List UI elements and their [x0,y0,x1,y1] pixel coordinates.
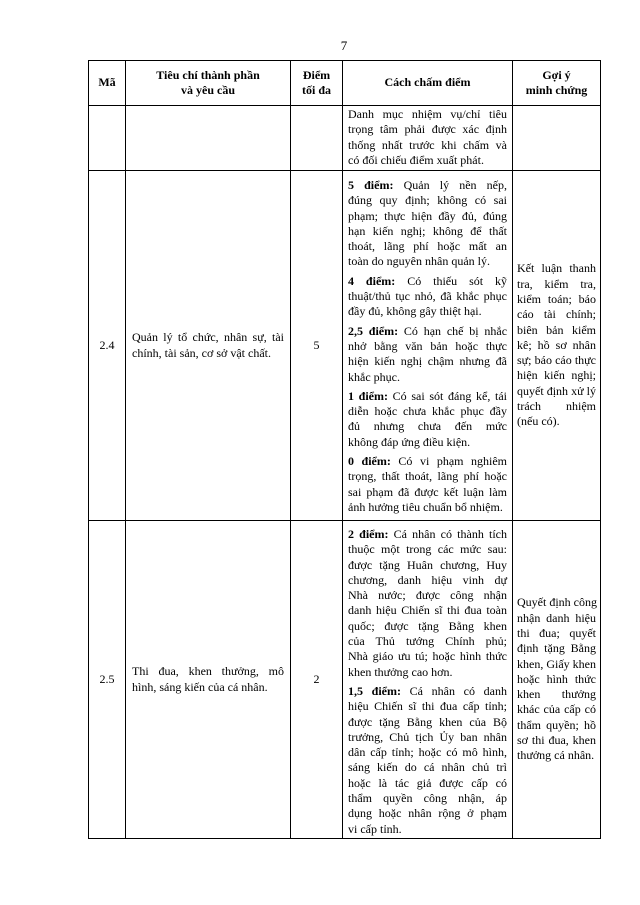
scoring-text: Danh mục nhiệm vụ/chỉ tiêu [348,107,507,121]
scoring-line [348,791,507,806]
scoring-text: trọng, thất thoát, lãng phí hoặc [348,469,507,484]
scoring-line [348,619,507,634]
scoring-line [348,370,507,385]
criteria-line: Thi đua, khen thưởng, mô [132,664,284,679]
scoring-line [348,822,507,837]
scoring-text: Nhà giáo ưu tú; hoặc hình thức [348,649,507,664]
cell-max-score [291,106,343,171]
scoring-text: đúng quy định; không có sai [348,193,507,208]
scoring-text: đầy đủ, không gây thiệt hại. [348,304,482,319]
header-scoring [343,61,513,106]
scoring-text: sai phạm đã được kết luận làm [348,484,507,499]
cell-criteria [126,171,291,521]
scoring-text: được tặng Huân chương, Huy [348,557,507,572]
scoring-line [348,122,507,137]
scoring-line [348,209,507,224]
scoring-text: quốc; được tặng Bằng khen [348,618,507,633]
header-text: Mã [98,75,116,90]
evidence-line: khen thưởng [517,687,596,702]
cell-scoring [343,171,513,521]
scoring-line [348,419,507,434]
evidence-line: quyết định xử lý [517,383,596,398]
score-level-label: 0 điểm: [348,454,391,469]
scoring-text: diễn hoặc chưa khắc phục đầy [348,404,507,419]
scoring-text: đủ nhưng chưa đến mức [348,419,507,434]
scoring-line [348,239,507,254]
header-text: Cách chấm điểm [384,75,471,90]
scoring-text: thống nhất trước khi chấm và [348,137,507,152]
scoring-text: vi cấp tỉnh. [348,821,402,836]
scoring-line [348,153,507,168]
scoring-text: chương, danh hiệu vinh dự [348,572,507,587]
scoring-line [348,469,507,484]
scoring-line [348,665,507,680]
score-level-item [348,107,507,168]
cell-code: 2.4 [89,171,126,521]
scoring-text: trưởng, Chủ tịch Ủy ban nhân [348,729,507,744]
scoring-text: Có sai sót đáng kể, tái [392,388,508,403]
scoring-text: Có vi phạm nghiêm [398,454,508,469]
scoring-line [348,760,507,775]
scoring-line [348,745,507,760]
evidence-line: định tặng Bằng [517,641,596,656]
table-row [89,171,601,521]
scoring-text: hạn kiến nghị; không để thất [348,223,507,238]
scoring-text: trọng tâm phải được xác định [348,122,507,137]
cell-evidence [513,171,601,521]
evidence-line: cáo tài chính; [517,307,596,322]
evidence-line: biên bản kiểm [517,322,596,337]
header-text: Gợi ý [542,67,571,82]
scoring-line [348,107,507,122]
scoring-line [348,274,507,289]
score-level-item [348,178,507,270]
evidence-line: kiểm toán; báo [517,291,596,306]
scoring-line [348,603,507,618]
cell-code [89,106,126,171]
score-level-item [348,454,507,515]
evidence-line: khen, Giấy khen [517,656,596,671]
evidence-line: trách nhiệm [517,399,596,414]
evidence-line: (nếu có). [517,414,560,429]
scoring-text: khen thưởng cao hơn. [348,664,453,679]
evidence-line: nhận danh hiệu [517,610,596,625]
header-text: Điểm [302,67,331,82]
scoring-line [348,634,507,649]
scoring-line [348,354,507,369]
scoring-text: của Thủ tướng Chính phủ; [348,634,507,649]
scoring-line [348,178,507,193]
scoring-line [348,224,507,239]
scoring-text: hoặc là tác giả được cấp có [348,775,507,790]
scoring-line [348,684,507,699]
scoring-line [348,715,507,730]
score-level-item [348,324,507,385]
scoring-line [348,254,507,269]
score-level-item [348,274,507,320]
criteria-line: chính, tài sản, cơ sở vật chất. [132,345,271,360]
cell-scoring [343,521,513,839]
scoring-line [348,542,507,557]
scoring-line [348,289,507,304]
header-code [89,61,126,106]
evidence-line: khác của cấp có [517,702,596,717]
cell-scoring [343,106,513,171]
score-level-item [348,389,507,450]
scoring-text: dụng hoặc nhân rộng ở phạm [348,806,507,821]
scoring-line [348,699,507,714]
cell-code: 2.5 [89,521,126,839]
scoring-text: danh hiệu Chiến sĩ thi đua toàn [348,603,507,618]
page-number: 7 [340,38,348,53]
scoring-line [348,138,507,153]
score-level-label: 1 điểm: [348,388,388,403]
evidence-line: sơ thi đua, khen [517,733,596,748]
scoring-text: dân cấp tỉnh; hoặc có mô hình, [348,745,507,760]
scoring-line [348,649,507,664]
scoring-line [348,573,507,588]
scoring-line [348,558,507,573]
scoring-text: Cá nhân có thành tích [393,527,507,541]
evidence-line: hoặc hình thức [517,671,596,686]
scoring-line [348,454,507,469]
header-criteria [126,61,291,106]
scoring-text: Có hạn chế bị nhắc [403,323,508,338]
evidence-line: Kết luận thanh [517,261,596,276]
scoring-line [348,776,507,791]
scoring-text: thuật/thủ tục nhỏ, đã khắc phục [348,289,507,304]
score-level-item [348,527,507,680]
header-evidence [513,61,601,106]
scoring-line [348,404,507,419]
evidence-line: sự; báo cáo thực [517,353,596,368]
cell-evidence [513,521,601,839]
scoring-text: hiện kiến nghị chậm nhưng đã [348,354,507,369]
scoring-text: sáng kiến do cá nhân chủ trì [348,760,507,775]
evidence-line: kê; hồ sơ nhân [517,337,596,352]
score-level-label: 4 điểm: [348,273,396,288]
score-level-label: 1,5 điểm: [348,683,401,698]
scoring-text: thuộc một trong các mức sau: [348,542,507,557]
evidence-line: thi đua; quyết [517,625,596,640]
criteria-line: hình, sáng kiến của cá nhân. [132,679,268,694]
scoring-line [348,435,507,450]
scoring-line [348,527,507,542]
scoring-text: Nhà nước; được công nhận [348,588,507,603]
header-text: và yêu cầu [181,83,235,97]
header-text: tối đa [301,83,331,97]
table-row [89,521,601,839]
scoring-text: hiệu Chiến sĩ thi đua cấp tỉnh; [348,699,507,714]
score-level-label: 2 điểm: [348,527,389,541]
scoring-line [348,324,507,339]
scoring-line [348,193,507,208]
score-level-label: 2,5 điểm: [348,323,399,338]
scoring-line [348,806,507,821]
scoring-text: khắc phục. [348,369,400,384]
scoring-line [348,304,507,319]
scoring-text: Quản lý nền nếp, [403,178,508,192]
scoring-text: không đáp ứng điều kiện. [348,434,471,449]
scoring-text: phạm; thực hiện đầy đủ, đúng [348,208,507,223]
scoring-text: Cá nhân có danh [409,683,507,698]
score-level-item [348,684,507,837]
cell-max-score: 2 [291,521,343,839]
header-max-score [291,61,343,106]
scoring-text: ảnh hưởng tiêu chuẩn bổ nhiệm. [348,499,503,514]
scoring-line [348,588,507,603]
cell-max-score: 5 [291,171,343,521]
header-text: minh chứng [525,83,588,97]
score-level-label: 5 điểm: [348,178,394,192]
scoring-text: thoát, lãng phí hoặc mất an [348,239,507,254]
header-row [89,61,601,106]
scoring-text: toàn do nguyên nhân quản lý. [348,254,490,269]
scoring-line [348,485,507,500]
scoring-line [348,500,507,515]
evidence-line: tra, kiểm tra, [517,276,596,291]
scoring-text: được tặng Bằng khen của Bộ [348,714,507,729]
evidence-line: Quyết định công [517,595,597,610]
scoring-text: nhở bằng văn bản hoặc thực [348,338,507,353]
scoring-line [348,339,507,354]
scoring-text: có đối chiếu điểm xuất phát. [348,152,484,167]
cell-criteria [126,521,291,839]
scoring-line [348,389,507,404]
scoring-criteria-table [88,60,601,839]
cell-criteria [126,106,291,171]
evidence-line: thưởng cá nhân. [517,748,595,763]
criteria-line: Quản lý tổ chức, nhân sự, tài [132,330,284,345]
table-row [89,106,601,171]
scoring-text: Có thiếu sót kỹ [407,273,507,288]
header-text: Tiêu chí thành phần [156,67,260,82]
scoring-line [348,730,507,745]
evidence-line: thẩm quyền; hồ [517,717,596,732]
cell-evidence [513,106,601,171]
scoring-text: thẩm quyền công nhận, áp [348,791,507,806]
evidence-line: hiện kiến nghị; [517,368,596,383]
